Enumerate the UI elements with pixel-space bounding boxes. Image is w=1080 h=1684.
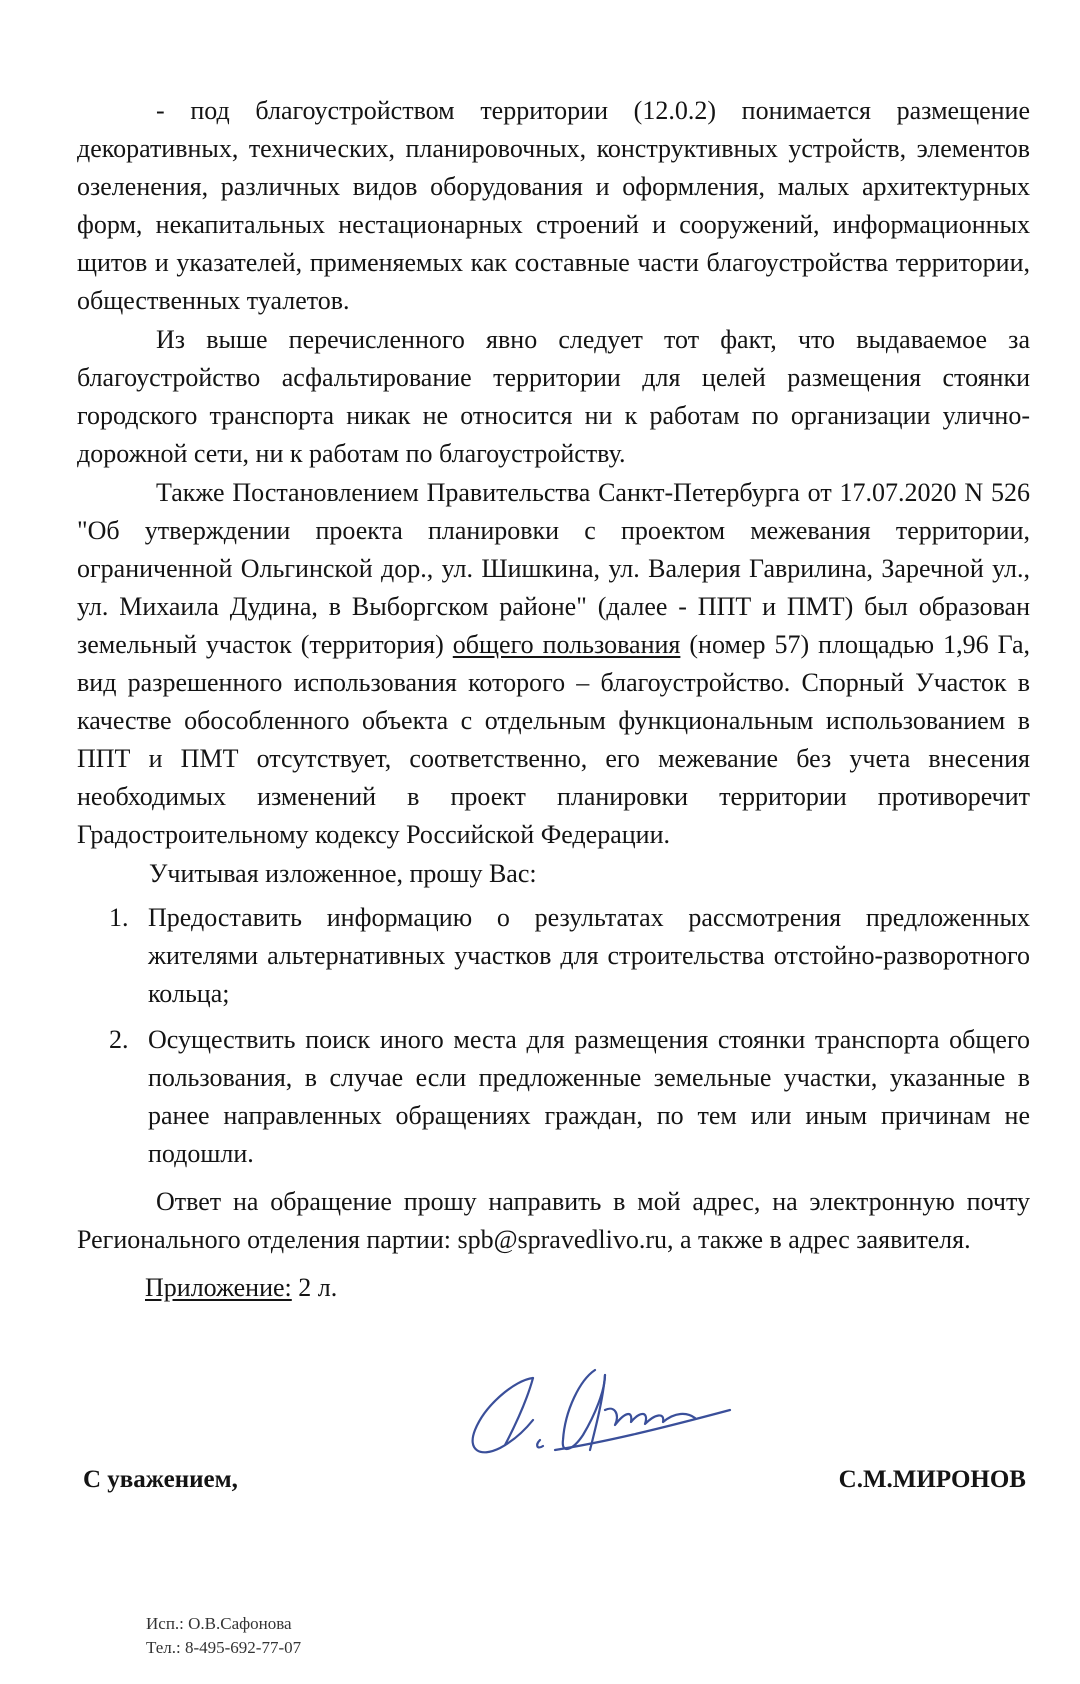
signatory-name: С.М.МИРОНОВ <box>838 1466 1026 1493</box>
request-number: 2. <box>109 1025 129 1054</box>
attachment-line <box>77 1269 1030 1307</box>
attachment-label: Приложение: <box>145 1273 292 1302</box>
resolution-text-end: (номер 57) площадью 1,96 Га, вид разрешенного использования которого – благоустройство. Спорный Участок в качестве обособленного объекта с отдельным функциональным использованием в ППТ и ПМТ отсутствует, соответственно, его межевание без учета внесения необходимых изменений в проект планировки территории противоречит Градостроительному кодексу Российской Федерации. <box>77 630 1030 849</box>
phone-line: Тел.: 8-495-692-77-07 <box>146 1638 302 1657</box>
request-item-1 <box>77 899 1030 1013</box>
executor-line: Исп.: О.В.Сафонова <box>146 1614 292 1633</box>
request-text: Осуществить поиск иного места для размещения стоянки транспорта общего пользования, в случае если предложенные земельные участки, указанные в ранее направленных обращениях граждан, по тем или иным причинам не подошли. <box>148 1025 1030 1168</box>
handwritten-signature <box>455 1350 755 1470</box>
paragraph-request-intro: Учитывая изложенное, прошу Вас: <box>149 859 537 888</box>
request-item-2 <box>77 1021 1030 1173</box>
attachment-value: 2 л. <box>291 1273 338 1302</box>
paragraph-reply-request: Ответ на обращение прошу направить в мой адрес, на электронную почту Регионального отделения партии: spb@spravedlivo.ru, а также в адрес заявителя. <box>77 1187 1030 1254</box>
paragraph-conclusion: Из выше перечисленного явно следует тот факт, что выдаваемое за благоустройство асфальтирование территории для целей размещения стоянки городского транспорта никак не относится ни к работам по организации улично-дорожной сети, ни к работам по благоустройству. <box>77 325 1030 468</box>
underlined-public-use: общего пользования <box>452 630 681 659</box>
paragraph-definition: - под благоустройством территории (12.0.2) понимается размещение декоративных, технических, планировочных, конструктивных устройств, элементов озеленения, различных видов оборудования и оформления, малых архитектурных форм, некапитальных нестационарных строений и сооружений, информационных щитов и указателей, применяемых как составные части благоустройства территории, общественных туалетов. <box>77 96 1030 315</box>
executor-footer <box>146 1612 301 1660</box>
greeting: С уважением, <box>83 1466 238 1493</box>
request-number: 1. <box>109 903 129 932</box>
paragraph-resolution <box>77 474 1030 854</box>
resolution-text-start: Также Постановлением Правительства Санкт-Петербурга от 17.07.2020 N 526 "Об утверждении проекта планировки с проектом межевания территории, ограниченной Ольгинской дор., ул. Шишкина, ул. Валерия Гаврилина, Заречной ул., ул. Михаила Дудина, в Выборгском районе" (далее - ППТ и ПМТ) был образован земельный участок (территория) <box>77 478 1030 659</box>
letter-body <box>77 92 1030 1307</box>
request-text: Предоставить информацию о результатах рассмотрения предложенных жителями альтернативных участков для строительства отстойно-разворотного кольца; <box>148 903 1030 1008</box>
